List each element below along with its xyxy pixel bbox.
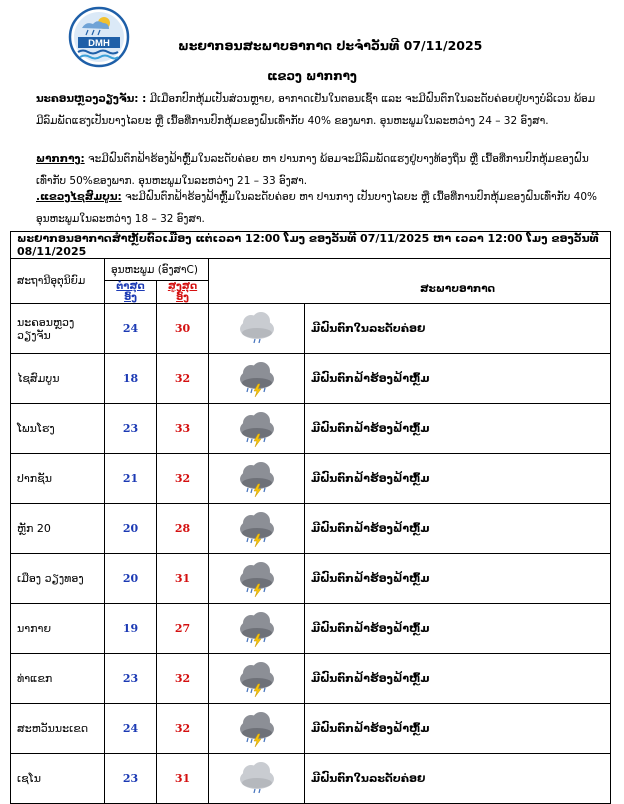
max-temp-header: ສູງສຸດອົງ bbox=[157, 281, 209, 304]
weather-icon-cell bbox=[209, 404, 305, 454]
max-temp-value: 31 bbox=[157, 554, 209, 604]
thunderstorm-icon bbox=[233, 359, 281, 399]
weather-icon-cell bbox=[209, 304, 305, 354]
station-name: ທ່າແຂກ bbox=[11, 654, 105, 704]
weather-description: ມີຝົນຕົກຟ້າຮ້ອງຟ້າຫຼົ້ມ bbox=[305, 554, 611, 604]
table-row bbox=[11, 704, 611, 754]
paragraph-label: .ແຂວງໄຊສົມບູນ: bbox=[36, 191, 122, 203]
weather-icon-cell bbox=[209, 754, 305, 804]
station-column-header: ສະຖານີອຸຕຸນິຍົມ bbox=[11, 259, 105, 304]
table-row bbox=[11, 404, 611, 454]
station-name: ນະຄອນຫຼວງວຽງຈັນ bbox=[11, 304, 105, 354]
weather-description: ມີຝົນຕົກຟ້າຮ້ອງຟ້າຫຼົ້ມ bbox=[305, 404, 611, 454]
paragraph-text: ມີເມືອກປົກຫຸ້ມເປັນສ່ວນຫຼາຍ, ອາກາດເຢັນໃນຕອນເຊົ້າ ແລະ ຈະມີຝົນຕົກໃນລະດັບຄ່ອຍຢູ່ບາງບໍລິເວນ ພ້ອມມີລົມພັດແຮງເປັນບາງໄລຍະ ຫຼື ເນື້ອທີ່ການປົກຫຸ້ມຂອງຝົນເທົ່າກັບ 40% ຂອງພາກ. ອຸນຫະພູມໃນລະຫວ່າງ 24 – 32 ອົງສາ. bbox=[36, 93, 596, 127]
weather-description: ມີຝົນຕົກຟ້າຮ້ອງຟ້າຫຼົ້ມ bbox=[305, 504, 611, 554]
thunderstorm-icon bbox=[233, 709, 281, 749]
station-name: ໄຊສົມບູນ bbox=[11, 354, 105, 404]
station-name: ເມືອງ ວຽງທອງ bbox=[11, 554, 105, 604]
page-title: ພະຍາກອນສະພາບອາກາດ ປະຈໍາວັນທີ 07/11/2025 bbox=[178, 38, 483, 53]
min-temp-value: 23 bbox=[105, 754, 157, 804]
region-subtitle: ແຂວງ ພາກກາງ bbox=[267, 69, 357, 83]
temperature-column-header: ອຸນຫະພູມ (ອົງສາC) bbox=[105, 259, 209, 281]
min-temp-value: 23 bbox=[105, 654, 157, 704]
weather-description: ມີຝົນຕົກຟ້າຮ້ອງຟ້າຫຼົ້ມ bbox=[305, 454, 611, 504]
station-name: ເຊໂນ bbox=[11, 754, 105, 804]
weather-icon-cell bbox=[209, 504, 305, 554]
max-temp-value: 32 bbox=[157, 354, 209, 404]
weather-column-header bbox=[209, 259, 611, 304]
forecast-table bbox=[10, 231, 611, 804]
thunderstorm-icon bbox=[233, 559, 281, 599]
thunderstorm-icon bbox=[233, 609, 281, 649]
dmh-logo bbox=[68, 6, 130, 68]
weather-description: ມີຝົນຕົກໃນລະດັບຄ່ອຍ bbox=[305, 304, 611, 354]
weather-description: ມີຝົນຕົກຟ້າຮ້ອງຟ້າຫຼົ້ມ bbox=[305, 604, 611, 654]
table-row bbox=[11, 754, 611, 804]
forecast-paragraph-vientiane bbox=[36, 88, 602, 132]
paragraph-label: ພາກກາງ: bbox=[36, 153, 85, 165]
paragraph-text: ຈະມີຝົນຕົກຟ້າຮ້ອງຟ້າຫຼົ້ມໃນລະດັບຄ່ອຍ ຫາ ປານກາງ ພ້ອມຈະມີລົມພັດແຮງຢູ່ບາງທ້ອງຖິ່ນ ຫຼື ເນື້ອທີ່ການປົກຫຸ້ມຂອງຝົນເທົ່າກັບ 50%ຂອງພາກ. ອຸນຫະພູມໃນລະຫວ່າງ 21 – 33 ອົງສາ. bbox=[36, 153, 589, 187]
table-row bbox=[11, 654, 611, 704]
light-rain-cloud-icon bbox=[233, 759, 281, 799]
light-rain-cloud-icon bbox=[233, 309, 281, 349]
max-temp-value: 32 bbox=[157, 654, 209, 704]
weather-description: ມີຝົນຕົກຟ້າຮ້ອງຟ້າຫຼົ້ມ bbox=[305, 654, 611, 704]
weather-icon-cell bbox=[209, 704, 305, 754]
paragraph-label: ນະຄອນຫຼວງວຽງຈັນ: : bbox=[36, 93, 147, 105]
max-temp-value: 30 bbox=[157, 304, 209, 354]
min-temp-value: 23 bbox=[105, 404, 157, 454]
table-row bbox=[11, 454, 611, 504]
max-temp-value: 32 bbox=[157, 454, 209, 504]
min-temp-value: 19 bbox=[105, 604, 157, 654]
weather-description: ມີຝົນຕົກຟ້າຮ້ອງຟ້າຫຼົ້ມ bbox=[305, 354, 611, 404]
paragraph-text: ຈະມີຝົນຕົກຟ້າຮ້ອງຟ້າຫຼົ້ມໃນລະດັບຄ່ອຍ ຫາ ປານກາງ ເປັນບາງໄລຍະ ຫຼື ເນື້ອທີ່ການປົກຫຸ້ມຂອງຝົນເທົ່າກັບ 40% ອຸນຫະພູມໃນລະຫວ່າງ 18 – 32 ອົງສາ. bbox=[36, 191, 597, 225]
station-name: ນາກາຍ bbox=[11, 604, 105, 654]
weather-icon-cell bbox=[209, 604, 305, 654]
weather-description: ມີຝົນຕົກຟ້າຮ້ອງຟ້າຫຼົ້ມ bbox=[305, 704, 611, 754]
thunderstorm-icon bbox=[233, 459, 281, 499]
weather-icon-cell bbox=[209, 554, 305, 604]
table-row bbox=[11, 554, 611, 604]
max-temp-value: 27 bbox=[157, 604, 209, 654]
table-row bbox=[11, 304, 611, 354]
min-temp-value: 24 bbox=[105, 704, 157, 754]
forecast-paragraph-xaisomboun bbox=[36, 186, 602, 230]
weather-column-label: ສະພາບອາກາດ bbox=[419, 283, 496, 295]
max-temp-value: 33 bbox=[157, 404, 209, 454]
table-caption: ພະຍາກອນອາກາດສໍາຫຼັບຕົວເມືອງ ແຕ່ເວລາ 12:00 ໂມງ ຂອງວັນທີ 07/11/2025 ຫາ ເວລາ 12:00 ໂມງ ຂອງວັນທີ 08/11/2025 bbox=[11, 232, 611, 259]
svg-text:DMH: DMH bbox=[88, 38, 110, 49]
min-temp-header: ຕໍ່າສຸດອົງ bbox=[105, 281, 157, 304]
station-name: ຫຼັກ 20 bbox=[11, 504, 105, 554]
table-row bbox=[11, 604, 611, 654]
min-temp-value: 21 bbox=[105, 454, 157, 504]
table-row bbox=[11, 504, 611, 554]
min-temp-value: 20 bbox=[105, 554, 157, 604]
min-temp-value: 18 bbox=[105, 354, 157, 404]
station-name: ສະຫວັນນະເຂດ bbox=[11, 704, 105, 754]
station-name: ປາກຊັນ bbox=[11, 454, 105, 504]
station-name: ໂພນໂຮງ bbox=[11, 404, 105, 454]
max-temp-value: 32 bbox=[157, 704, 209, 754]
min-temp-value: 24 bbox=[105, 304, 157, 354]
weather-icon-cell bbox=[209, 354, 305, 404]
min-temp-value: 20 bbox=[105, 504, 157, 554]
thunderstorm-icon bbox=[233, 409, 281, 449]
table-row bbox=[11, 354, 611, 404]
weather-icon-cell bbox=[209, 454, 305, 504]
max-temp-value: 31 bbox=[157, 754, 209, 804]
max-temp-value: 28 bbox=[157, 504, 209, 554]
weather-description: ມີຝົນຕົກໃນລະດັບຄ່ອຍ bbox=[305, 754, 611, 804]
thunderstorm-icon bbox=[233, 509, 281, 549]
thunderstorm-icon bbox=[233, 659, 281, 699]
weather-icon-cell bbox=[209, 654, 305, 704]
